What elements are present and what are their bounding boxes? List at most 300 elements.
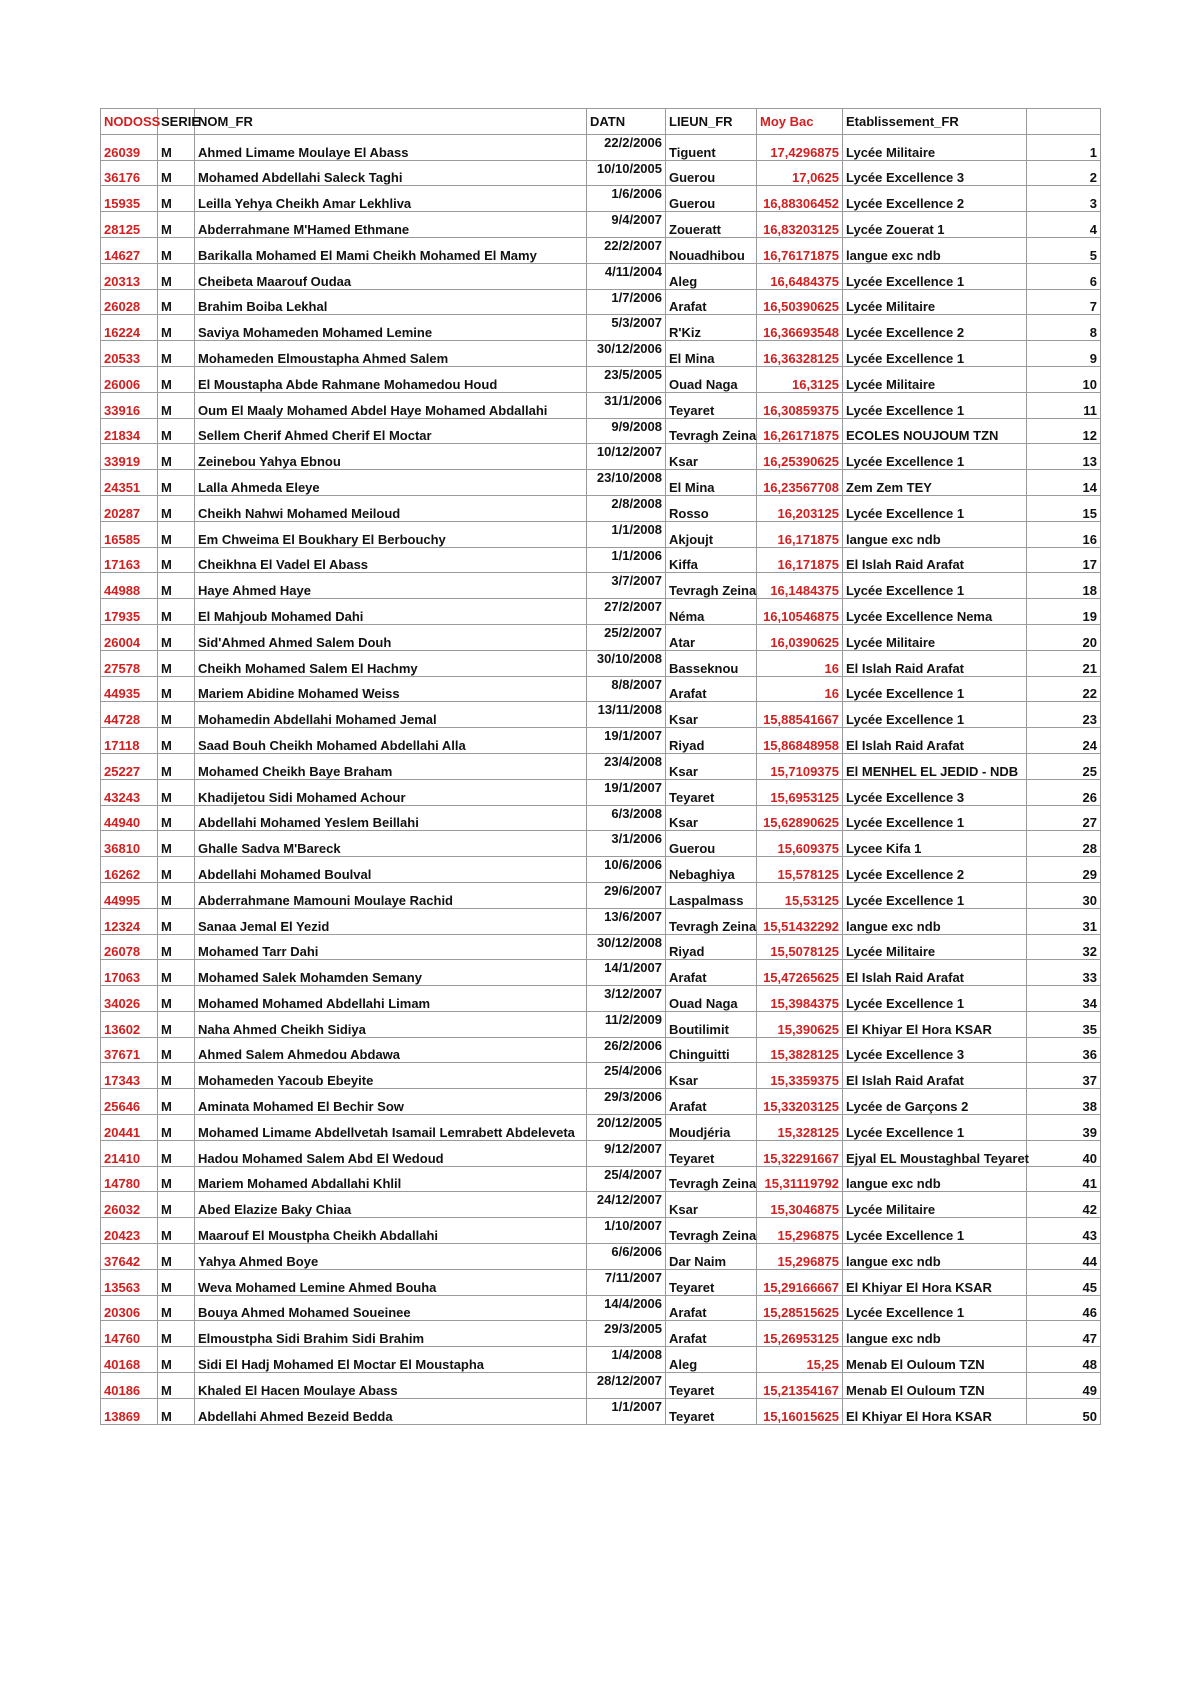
cell-etablissement: Lycée Excellence 3: [843, 779, 1027, 805]
cell-moy-bac: 15,33203125: [757, 1089, 843, 1115]
cell-rank: 47: [1027, 1321, 1101, 1347]
cell-nodoss: 25646: [101, 1089, 158, 1115]
cell-serie: M: [158, 1115, 195, 1141]
cell-nom: Mohamed Abdellahi Saleck Taghi: [195, 160, 587, 186]
cell-moy-bac: 15,29166667: [757, 1269, 843, 1295]
cell-etablissement: Zem Zem TEY: [843, 470, 1027, 496]
cell-datn: 29/3/2006: [587, 1089, 666, 1115]
cell-moy-bac: 15,88541667: [757, 702, 843, 728]
cell-nom: Brahim Boiba Lekhal: [195, 289, 587, 315]
cell-etablissement: langue exc ndb: [843, 1321, 1027, 1347]
cell-datn: 23/5/2005: [587, 366, 666, 392]
cell-etablissement: Lycée Militaire: [843, 289, 1027, 315]
cell-datn: 22/2/2006: [587, 134, 666, 160]
table-row: [101, 1063, 1101, 1089]
cell-lieu: El Mina: [666, 470, 757, 496]
cell-lieu: Ksar: [666, 444, 757, 470]
table-row: [101, 418, 1101, 444]
cell-serie: M: [158, 263, 195, 289]
cell-datn: 1/1/2006: [587, 547, 666, 573]
cell-lieu: Aleg: [666, 263, 757, 289]
cell-nom: Khaled El Hacen Moulaye Abass: [195, 1373, 587, 1399]
cell-etablissement: ECOLES NOUJOUM TZN: [843, 418, 1027, 444]
cell-serie: M: [158, 1398, 195, 1424]
cell-datn: 8/8/2007: [587, 676, 666, 702]
cell-datn: 30/12/2008: [587, 934, 666, 960]
cell-moy-bac: 15,7109375: [757, 753, 843, 779]
cell-lieu: Teyaret: [666, 1373, 757, 1399]
cell-etablissement: Lycée Excellence 2: [843, 186, 1027, 212]
cell-lieu: Tevragh Zeina: [666, 908, 757, 934]
cell-nodoss: 25227: [101, 753, 158, 779]
cell-datn: 1/7/2006: [587, 289, 666, 315]
cell-nodoss: 17163: [101, 547, 158, 573]
cell-moy-bac: 15,28515625: [757, 1295, 843, 1321]
header-serie: SERIE: [158, 109, 195, 135]
cell-nodoss: 26032: [101, 1192, 158, 1218]
cell-nodoss: 13563: [101, 1269, 158, 1295]
cell-serie: M: [158, 934, 195, 960]
table-row: [101, 366, 1101, 392]
cell-nom: Khadijetou Sidi Mohamed Achour: [195, 779, 587, 805]
cell-nodoss: 40168: [101, 1347, 158, 1373]
cell-datn: 5/3/2007: [587, 315, 666, 341]
cell-nodoss: 16262: [101, 857, 158, 883]
cell-nom: Em Chweima El Boukhary El Berbouchy: [195, 521, 587, 547]
cell-rank: 46: [1027, 1295, 1101, 1321]
cell-datn: 6/6/2006: [587, 1244, 666, 1270]
cell-serie: M: [158, 1166, 195, 1192]
cell-nodoss: 24351: [101, 470, 158, 496]
cell-nom: Saviya Mohameden Mohamed Lemine: [195, 315, 587, 341]
cell-datn: 2/8/2008: [587, 495, 666, 521]
cell-rank: 45: [1027, 1269, 1101, 1295]
cell-rank: 5: [1027, 237, 1101, 263]
cell-rank: 49: [1027, 1373, 1101, 1399]
cell-nom: Sellem Cherif Ahmed Cherif El Moctar: [195, 418, 587, 444]
cell-nodoss: 33919: [101, 444, 158, 470]
cell-nodoss: 20441: [101, 1115, 158, 1141]
cell-lieu: Arafat: [666, 960, 757, 986]
cell-moy-bac: 15,3359375: [757, 1063, 843, 1089]
cell-rank: 22: [1027, 676, 1101, 702]
cell-serie: M: [158, 882, 195, 908]
cell-etablissement: Lycée Excellence 1: [843, 341, 1027, 367]
table-row: [101, 1166, 1101, 1192]
cell-datn: 30/10/2008: [587, 650, 666, 676]
cell-rank: 25: [1027, 753, 1101, 779]
cell-moy-bac: 15,31119792: [757, 1166, 843, 1192]
cell-moy-bac: 16,50390625: [757, 289, 843, 315]
cell-lieu: R'Kiz: [666, 315, 757, 341]
cell-rank: 38: [1027, 1089, 1101, 1115]
cell-moy-bac: 15,51432292: [757, 908, 843, 934]
cell-serie: M: [158, 341, 195, 367]
cell-serie: M: [158, 1089, 195, 1115]
cell-rank: 41: [1027, 1166, 1101, 1192]
cell-lieu: Tiguent: [666, 134, 757, 160]
cell-lieu: Moudjéria: [666, 1115, 757, 1141]
cell-moy-bac: 15,578125: [757, 857, 843, 883]
cell-nodoss: 21834: [101, 418, 158, 444]
cell-datn: 1/1/2008: [587, 521, 666, 547]
cell-nom: Haye Ahmed Haye: [195, 573, 587, 599]
cell-serie: M: [158, 1192, 195, 1218]
cell-datn: 4/11/2004: [587, 263, 666, 289]
cell-datn: 19/1/2007: [587, 728, 666, 754]
cell-moy-bac: 16: [757, 650, 843, 676]
cell-lieu: Tevragh Zeina: [666, 573, 757, 599]
cell-datn: 29/3/2005: [587, 1321, 666, 1347]
table-row: [101, 960, 1101, 986]
cell-moy-bac: 15,296875: [757, 1218, 843, 1244]
cell-etablissement: Lycée Excellence 1: [843, 263, 1027, 289]
table-row: [101, 186, 1101, 212]
cell-nom: Weva Mohamed Lemine Ahmed Bouha: [195, 1269, 587, 1295]
cell-nom: Naha Ahmed Cheikh Sidiya: [195, 1011, 587, 1037]
cell-etablissement: El MENHEL EL JEDID - NDB: [843, 753, 1027, 779]
cell-nom: Elmoustpha Sidi Brahim Sidi Brahim: [195, 1321, 587, 1347]
cell-lieu: Ouad Naga: [666, 366, 757, 392]
cell-datn: 1/1/2007: [587, 1398, 666, 1424]
cell-serie: M: [158, 444, 195, 470]
cell-moy-bac: 15,3046875: [757, 1192, 843, 1218]
cell-etablissement: langue exc ndb: [843, 908, 1027, 934]
cell-lieu: Teyaret: [666, 1398, 757, 1424]
cell-etablissement: Lycée Militaire: [843, 1192, 1027, 1218]
cell-nodoss: 44940: [101, 805, 158, 831]
cell-rank: 16: [1027, 521, 1101, 547]
table-row: [101, 1011, 1101, 1037]
cell-nom: Oum El Maaly Mohamed Abdel Haye Mohamed Abdallahi: [195, 392, 587, 418]
cell-nom: Mohamed Mohamed Abdellahi Limam: [195, 986, 587, 1012]
cell-rank: 1: [1027, 134, 1101, 160]
cell-nom: Mariem Abidine Mohamed Weiss: [195, 676, 587, 702]
cell-nodoss: 14627: [101, 237, 158, 263]
cell-serie: M: [158, 753, 195, 779]
cell-nodoss: 27578: [101, 650, 158, 676]
cell-etablissement: Lycée Excellence 2: [843, 315, 1027, 341]
cell-rank: 14: [1027, 470, 1101, 496]
cell-nom: Hadou Mohamed Salem Abd El Wedoud: [195, 1140, 587, 1166]
table-row: [101, 444, 1101, 470]
cell-etablissement: Lycée Excellence 1: [843, 1295, 1027, 1321]
cell-etablissement: Lycée Excellence 1: [843, 702, 1027, 728]
cell-datn: 7/11/2007: [587, 1269, 666, 1295]
table-row: [101, 624, 1101, 650]
cell-lieu: Tevragh Zeina: [666, 1166, 757, 1192]
cell-lieu: Arafat: [666, 1295, 757, 1321]
cell-serie: M: [158, 650, 195, 676]
cell-etablissement: Lycée Excellence 1: [843, 882, 1027, 908]
cell-rank: 28: [1027, 831, 1101, 857]
cell-serie: M: [158, 1269, 195, 1295]
cell-rank: 4: [1027, 212, 1101, 238]
cell-moy-bac: 16,83203125: [757, 212, 843, 238]
cell-serie: M: [158, 237, 195, 263]
table-row: [101, 392, 1101, 418]
cell-nom: Abdellahi Ahmed Bezeid Bedda: [195, 1398, 587, 1424]
cell-moy-bac: 16,36328125: [757, 341, 843, 367]
cell-moy-bac: 16,25390625: [757, 444, 843, 470]
cell-datn: 25/2/2007: [587, 624, 666, 650]
cell-moy-bac: 15,296875: [757, 1244, 843, 1270]
cell-moy-bac: 16,10546875: [757, 599, 843, 625]
cell-etablissement: El Islah Raid Arafat: [843, 1063, 1027, 1089]
cell-datn: 26/2/2006: [587, 1037, 666, 1063]
cell-datn: 3/7/2007: [587, 573, 666, 599]
cell-rank: 40: [1027, 1140, 1101, 1166]
table-row: [101, 470, 1101, 496]
cell-lieu: Teyaret: [666, 1269, 757, 1295]
cell-etablissement: langue exc ndb: [843, 1166, 1027, 1192]
cell-lieu: Ksar: [666, 702, 757, 728]
cell-nodoss: 36176: [101, 160, 158, 186]
cell-nom: Ghalle Sadva M'Bareck: [195, 831, 587, 857]
cell-moy-bac: 15,21354167: [757, 1373, 843, 1399]
cell-serie: M: [158, 1037, 195, 1063]
table-row: [101, 212, 1101, 238]
cell-etablissement: Menab El Ouloum TZN: [843, 1347, 1027, 1373]
cell-rank: 33: [1027, 960, 1101, 986]
cell-rank: 37: [1027, 1063, 1101, 1089]
cell-rank: 11: [1027, 392, 1101, 418]
cell-etablissement: El Khiyar El Hora KSAR: [843, 1398, 1027, 1424]
cell-nom: Cheikh Mohamed Salem El Hachmy: [195, 650, 587, 676]
cell-etablissement: langue exc ndb: [843, 237, 1027, 263]
cell-rank: 26: [1027, 779, 1101, 805]
cell-rank: 12: [1027, 418, 1101, 444]
cell-datn: 3/12/2007: [587, 986, 666, 1012]
cell-nodoss: 33916: [101, 392, 158, 418]
cell-rank: 39: [1027, 1115, 1101, 1141]
cell-lieu: Riyad: [666, 728, 757, 754]
cell-serie: M: [158, 366, 195, 392]
cell-rank: 24: [1027, 728, 1101, 754]
cell-moy-bac: 16,36693548: [757, 315, 843, 341]
cell-rank: 50: [1027, 1398, 1101, 1424]
cell-etablissement: Lycée Militaire: [843, 934, 1027, 960]
cell-rank: 44: [1027, 1244, 1101, 1270]
cell-nom: Mohamed Salek Mohamden Semany: [195, 960, 587, 986]
cell-lieu: Kiffa: [666, 547, 757, 573]
cell-datn: 1/4/2008: [587, 1347, 666, 1373]
table-row: [101, 934, 1101, 960]
cell-nom: Abderrahmane Mamouni Moulaye Rachid: [195, 882, 587, 908]
cell-datn: 28/12/2007: [587, 1373, 666, 1399]
cell-nom: Mohamed Limame Abdellvetah Isamail Lemrabett Abdeleveta: [195, 1115, 587, 1141]
cell-moy-bac: 16,88306452: [757, 186, 843, 212]
cell-datn: 9/9/2008: [587, 418, 666, 444]
cell-rank: 10: [1027, 366, 1101, 392]
table-row: [101, 805, 1101, 831]
table-row: [101, 728, 1101, 754]
cell-rank: 20: [1027, 624, 1101, 650]
cell-lieu: Guerou: [666, 160, 757, 186]
cell-moy-bac: 17,0625: [757, 160, 843, 186]
cell-datn: 25/4/2006: [587, 1063, 666, 1089]
cell-nodoss: 20533: [101, 341, 158, 367]
cell-rank: 23: [1027, 702, 1101, 728]
cell-lieu: Basseknou: [666, 650, 757, 676]
cell-nom: Ahmed Salem Ahmedou Abdawa: [195, 1037, 587, 1063]
cell-etablissement: Lycée Excellence 1: [843, 986, 1027, 1012]
cell-rank: 36: [1027, 1037, 1101, 1063]
cell-etablissement: Lycée Militaire: [843, 134, 1027, 160]
cell-moy-bac: 15,25: [757, 1347, 843, 1373]
cell-rank: 48: [1027, 1347, 1101, 1373]
cell-etablissement: El Khiyar El Hora KSAR: [843, 1011, 1027, 1037]
cell-serie: M: [158, 160, 195, 186]
cell-nodoss: 26078: [101, 934, 158, 960]
cell-rank: 43: [1027, 1218, 1101, 1244]
cell-lieu: Néma: [666, 599, 757, 625]
cell-moy-bac: 15,328125: [757, 1115, 843, 1141]
cell-nodoss: 20313: [101, 263, 158, 289]
cell-serie: M: [158, 418, 195, 444]
cell-serie: M: [158, 186, 195, 212]
table-row: [101, 160, 1101, 186]
cell-rank: 2: [1027, 160, 1101, 186]
cell-serie: M: [158, 573, 195, 599]
cell-lieu: Riyad: [666, 934, 757, 960]
cell-datn: 1/6/2006: [587, 186, 666, 212]
cell-nom: Sidi El Hadj Mohamed El Moctar El Moustapha: [195, 1347, 587, 1373]
cell-nom: Yahya Ahmed Boye: [195, 1244, 587, 1270]
cell-lieu: Dar Naim: [666, 1244, 757, 1270]
cell-etablissement: Lycée Excellence 1: [843, 1115, 1027, 1141]
cell-serie: M: [158, 779, 195, 805]
cell-nodoss: 13869: [101, 1398, 158, 1424]
cell-datn: 22/2/2007: [587, 237, 666, 263]
cell-etablissement: Menab El Ouloum TZN: [843, 1373, 1027, 1399]
cell-etablissement: Ejyal EL Moustaghbal Teyaret: [843, 1140, 1027, 1166]
cell-etablissement: El Islah Raid Arafat: [843, 728, 1027, 754]
cell-datn: 14/4/2006: [587, 1295, 666, 1321]
cell-serie: M: [158, 521, 195, 547]
cell-datn: 31/1/2006: [587, 392, 666, 418]
cell-nodoss: 44988: [101, 573, 158, 599]
cell-serie: M: [158, 624, 195, 650]
cell-serie: M: [158, 1218, 195, 1244]
cell-nom: Cheikhna El Vadel El Abass: [195, 547, 587, 573]
cell-moy-bac: 16,26171875: [757, 418, 843, 444]
cell-nodoss: 44935: [101, 676, 158, 702]
cell-etablissement: Lycée Excellence 1: [843, 444, 1027, 470]
cell-etablissement: Lycée Excellence 1: [843, 676, 1027, 702]
cell-datn: 10/10/2005: [587, 160, 666, 186]
cell-lieu: Chinguitti: [666, 1037, 757, 1063]
cell-nodoss: 44728: [101, 702, 158, 728]
cell-nom: Ahmed Limame Moulaye El Abass: [195, 134, 587, 160]
cell-rank: 15: [1027, 495, 1101, 521]
cell-moy-bac: 16,0390625: [757, 624, 843, 650]
table-row: [101, 495, 1101, 521]
table-row: [101, 1037, 1101, 1063]
table-row: [101, 857, 1101, 883]
cell-nom: Abed Elazize Baky Chiaa: [195, 1192, 587, 1218]
cell-lieu: Arafat: [666, 676, 757, 702]
cell-nom: Abdellahi Mohamed Yeslem Beillahi: [195, 805, 587, 831]
cell-nodoss: 15935: [101, 186, 158, 212]
cell-moy-bac: 16,171875: [757, 521, 843, 547]
cell-nodoss: 14760: [101, 1321, 158, 1347]
table-row: [101, 1218, 1101, 1244]
cell-datn: 10/6/2006: [587, 857, 666, 883]
cell-nodoss: 34026: [101, 986, 158, 1012]
cell-lieu: Akjoujt: [666, 521, 757, 547]
cell-datn: 9/12/2007: [587, 1140, 666, 1166]
cell-rank: 31: [1027, 908, 1101, 934]
cell-moy-bac: 16,203125: [757, 495, 843, 521]
cell-nom: Mohamed Cheikh Baye Braham: [195, 753, 587, 779]
cell-serie: M: [158, 1140, 195, 1166]
cell-lieu: Arafat: [666, 1321, 757, 1347]
cell-etablissement: Lycée Zouerat 1: [843, 212, 1027, 238]
cell-moy-bac: 17,4296875: [757, 134, 843, 160]
cell-etablissement: Lycée Excellence 1: [843, 495, 1027, 521]
cell-rank: 13: [1027, 444, 1101, 470]
cell-lieu: Laspalmass: [666, 882, 757, 908]
cell-serie: M: [158, 212, 195, 238]
table-row: [101, 521, 1101, 547]
cell-rank: 3: [1027, 186, 1101, 212]
cell-serie: M: [158, 908, 195, 934]
cell-datn: 20/12/2005: [587, 1115, 666, 1141]
table-row: [101, 831, 1101, 857]
cell-moy-bac: 16: [757, 676, 843, 702]
cell-nodoss: 16224: [101, 315, 158, 341]
table-row: [101, 1140, 1101, 1166]
cell-lieu: Atar: [666, 624, 757, 650]
cell-lieu: El Mina: [666, 341, 757, 367]
cell-serie: M: [158, 702, 195, 728]
cell-nodoss: 17343: [101, 1063, 158, 1089]
cell-etablissement: Lycée Militaire: [843, 366, 1027, 392]
cell-nom: Bouya Ahmed Mohamed Soueinee: [195, 1295, 587, 1321]
table-row: [101, 1089, 1101, 1115]
table-row: [101, 1192, 1101, 1218]
cell-nodoss: 40186: [101, 1373, 158, 1399]
cell-moy-bac: 16,76171875: [757, 237, 843, 263]
cell-etablissement: Lycée Excellence 1: [843, 1218, 1027, 1244]
cell-rank: 29: [1027, 857, 1101, 883]
cell-nom: Lalla Ahmeda Eleye: [195, 470, 587, 496]
cell-lieu: Teyaret: [666, 392, 757, 418]
table-body: [101, 134, 1101, 1424]
cell-serie: M: [158, 547, 195, 573]
cell-moy-bac: 15,6953125: [757, 779, 843, 805]
cell-nodoss: 17935: [101, 599, 158, 625]
cell-nom: El Mahjoub Mohamed Dahi: [195, 599, 587, 625]
cell-nodoss: 26006: [101, 366, 158, 392]
cell-nom: Abderrahmane M'Hamed Ethmane: [195, 212, 587, 238]
cell-nodoss: 20423: [101, 1218, 158, 1244]
cell-serie: M: [158, 831, 195, 857]
cell-moy-bac: 16,171875: [757, 547, 843, 573]
cell-lieu: Ksar: [666, 1192, 757, 1218]
table-row: [101, 753, 1101, 779]
cell-rank: 21: [1027, 650, 1101, 676]
table-row: [101, 573, 1101, 599]
cell-rank: 7: [1027, 289, 1101, 315]
cell-nom: Sanaa Jemal El Yezid: [195, 908, 587, 934]
cell-lieu: Teyaret: [666, 1140, 757, 1166]
cell-rank: 6: [1027, 263, 1101, 289]
table-row: [101, 702, 1101, 728]
header-rank: [1027, 109, 1101, 135]
cell-nom: Cheikh Nahwi Mohamed Meiloud: [195, 495, 587, 521]
